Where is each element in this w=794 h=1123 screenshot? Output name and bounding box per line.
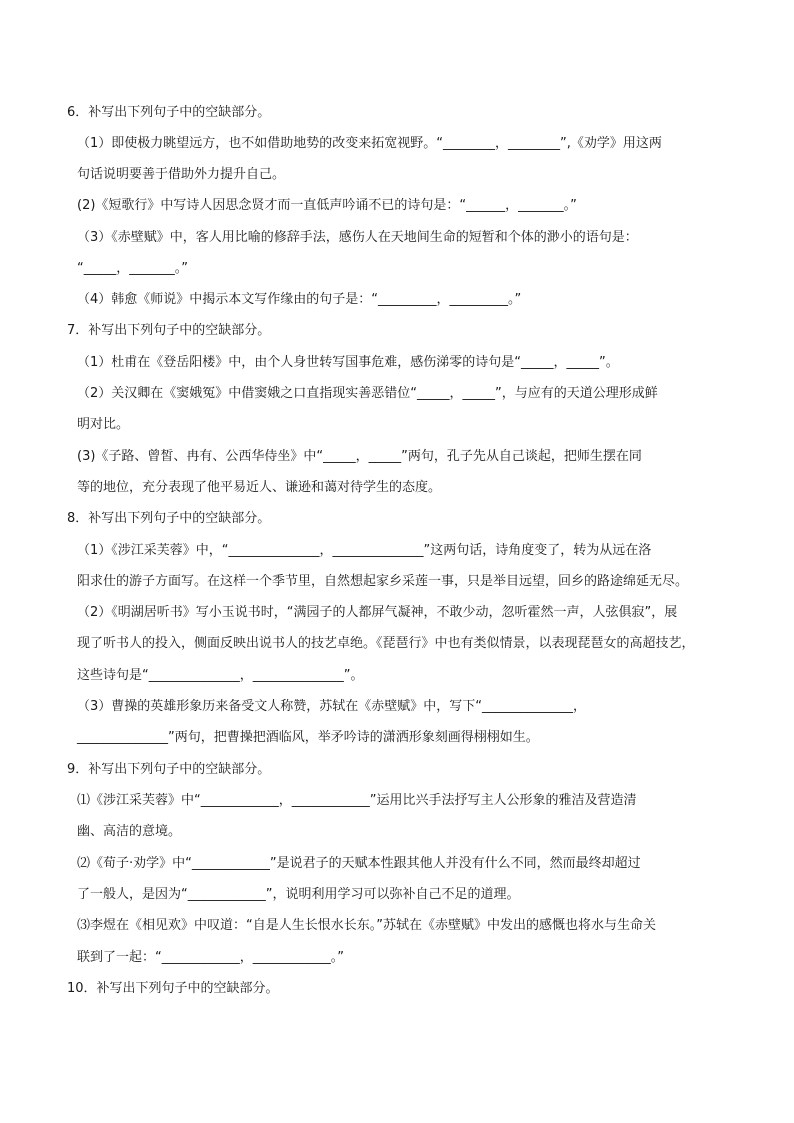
q8-item-3-line-2: ______________”两句，把曹操把酒临风，举矛吟诗的潇洒形象刻画得栩栩如生。 — [77, 730, 539, 745]
q7-item-3-line-1: (3)《子路、曾皙、冉有、公西华侍坐》中“_____，_____”两句，孔子先从自己谈起，把师生摆在同 — [77, 449, 642, 464]
question-9-heading: 9．补写出下列句子中的空缺部分。 — [67, 762, 271, 777]
q6-item-4: （4）韩愈《师说》中揭示本文写作缘由的句子是：“_________，_________。” — [77, 292, 522, 307]
q8-item-1-line-1: （1）《涉江采芙蓉》中，“______________，______________”这两句话，诗角度变了，转为从远在洛 — [77, 543, 652, 558]
q7-item-2-line-1: （2）关汉卿在《窦娥冤》中借窦娥之口直指现实善恶错位“_____，_____”，与应有的天道公理形成鲜 — [77, 386, 658, 401]
q8-item-2-line-1: （2）《明湖居听书》写小玉说书时，“满园子的人都屏气凝神，不敢少动，忽听霍然一声，人弦俱寂”，展 — [77, 605, 678, 620]
q8-item-1-line-2: 阳求仕的游子方面写。在这样一个季节里，自然想起家乡采莲一事，只是举目远望，回乡的路途绵延无尽。 — [77, 574, 689, 589]
q9-item-2-line-2: 了一般人，是因为“____________”，说明利用学习可以弥补自己不足的道理。 — [77, 887, 520, 902]
question-10-heading: 10．补写出下列句子中的空缺部分。 — [67, 981, 279, 996]
q8-item-2-line-3: 这些诗句是“______________，______________”。 — [77, 668, 364, 683]
q6-item-1-line-2: 句话说明要善于借助外力提升自己。 — [77, 167, 286, 182]
q9-item-2-line-1: ⑵《荀子·劝学》中“____________”是说君子的天赋本性跟其他人并没有什么不同，然而最终却超过 — [77, 856, 641, 871]
q7-item-1: （1）杜甫在《登岳阳楼》中，由个人身世转写国事危难，感伤涕零的诗句是“_____，_____”。 — [77, 355, 619, 370]
q7-item-3-line-2: 等的地位，充分表现了他平易近人、谦逊和蔼对待学生的态度。 — [77, 480, 442, 495]
question-8-heading: 8．补写出下列句子中的空缺部分。 — [67, 511, 271, 526]
q8-item-3-line-1: （3）曹操的英雄形象历来备受文人称赞，苏轼在《赤壁赋》中，写下“______________， — [77, 699, 587, 714]
q9-item-3-line-1: ⑶李煜在《相见欢》中叹道：“自是人生长恨水长东。”苏轼在《赤壁赋》中发出的感慨也将水与生命关 — [77, 918, 656, 933]
q9-item-1-line-2: 幽、高洁的意境。 — [77, 824, 182, 839]
q6-item-3-line-2: “_____，_______。” — [77, 261, 188, 276]
q6-item-2: (2)《短歌行》中写诗人因思念贤才而一直低声吟诵不已的诗句是：“______，_______。” — [77, 198, 577, 213]
question-6-heading: 6．补写出下列句子中的空缺部分。 — [67, 105, 271, 120]
q9-item-3-line-2: 联到了一起：“____________，____________。” — [77, 950, 344, 965]
q9-item-1-line-1: ⑴《涉江采芙蓉》中“____________，____________”运用比兴手法抒写主人公形象的雅洁及营造清 — [77, 793, 637, 808]
question-7-heading: 7．补写出下列句子中的空缺部分。 — [67, 323, 271, 338]
q8-item-2-line-2: 现了听书人的投入，侧面反映出说书人的技艺卓绝。《琵琶行》中也有类似情景，以表现琵琶女的高超技艺， — [77, 636, 695, 651]
q7-item-2-line-2: 明对比。 — [77, 417, 130, 432]
q6-item-1-line-1: （1）即使极力眺望远方，也不如借助地势的改变来拓宽视野。“________，________”,《劝学》用这两 — [77, 136, 662, 151]
q6-item-3-line-1: （3）《赤壁赋》中，客人用比喻的修辞手法，感伤人在天地间生命的短暂和个体的渺小的语句是： — [77, 230, 638, 245]
